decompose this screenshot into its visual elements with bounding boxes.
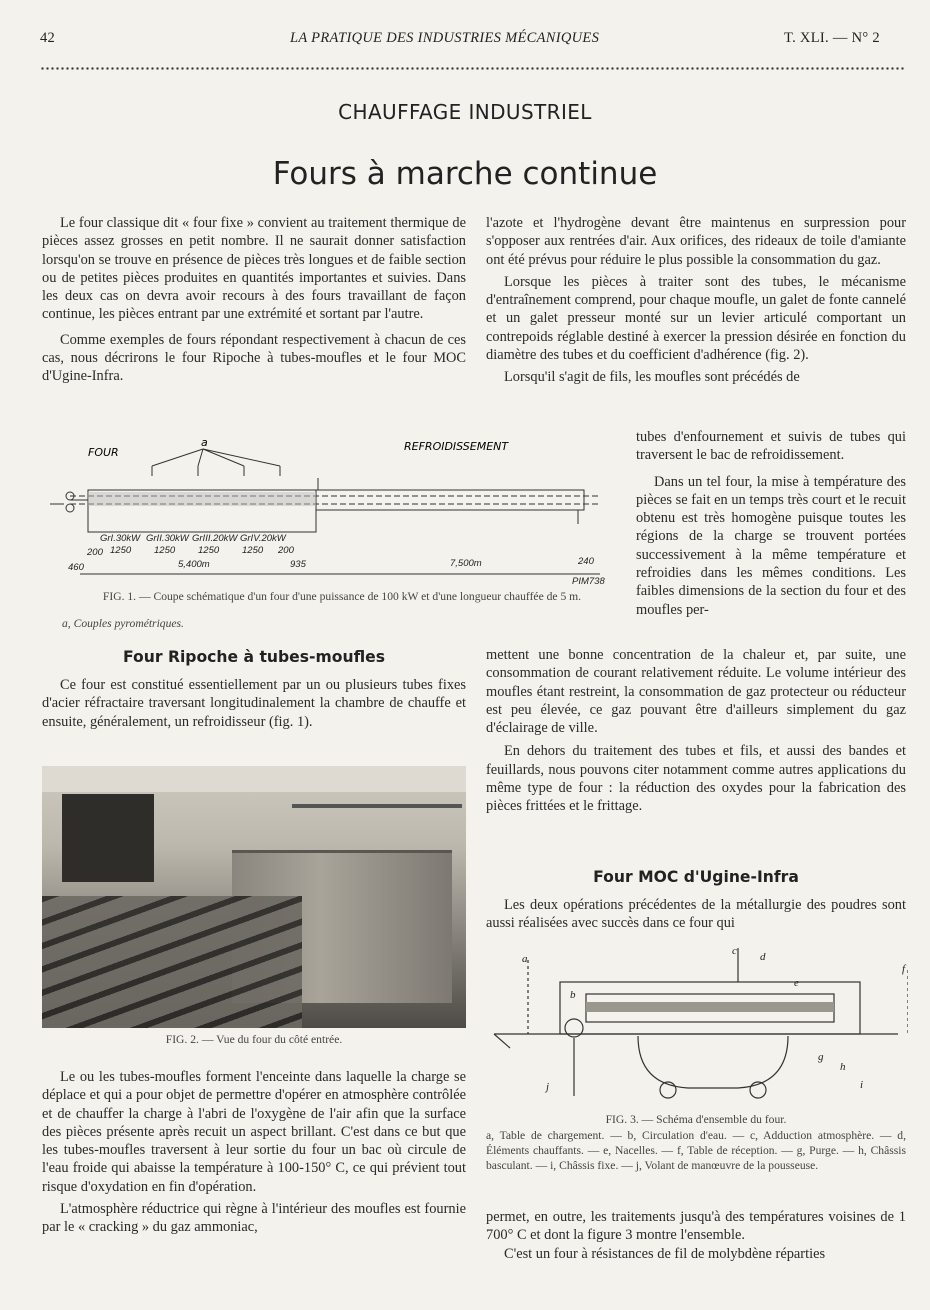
figure-3-legend: a, Table de chargement. — b, Circulation d'eau. — c, Adduction atmosphère. — d, Éléments chauffants. — e, Nacelles. — f, Table de réception. — g, Purge. — h, Châssis basculant. — i, Châssis fixe. — j, Volant de manœuvre de la pousseuse. bbox=[486, 1129, 906, 1172]
right-top-text bbox=[486, 214, 906, 387]
right-wrap-text bbox=[636, 428, 906, 619]
figure-1-legend: a, Couples pyrométriques. bbox=[62, 617, 184, 630]
paragraph: En dehors du traitement des tubes et fils, et aussi des bandes et feuillards, nous pouvons citer notamment comme autres applications du même type de four : la réduction des oxydes pour la fabrication des pièces frittées et le frittage. bbox=[486, 743, 906, 815]
fig3-letter: h bbox=[840, 1061, 846, 1073]
article-title: Fours à marche continue bbox=[272, 156, 658, 192]
paragraph: Ce four est constitué essentiellement par un ou plusieurs tubes fixes d'acier réfractaire traversant longitudinalement la chambre de chauffe et ensuite, généralement, un refroidisseur (fig. 1). bbox=[42, 677, 466, 730]
fig3-letter: a bbox=[522, 953, 528, 965]
paragraph: Comme exemples de fours répondant respectivement à chacun de ces cas, nous décrirons le four Ripoche à tubes-moufles et le four MOC d'Ugine-Infra. bbox=[42, 331, 466, 385]
figure-3-diagram bbox=[488, 940, 908, 1108]
figure-3-caption: FIG. 3. — Schéma d'ensemble du four. bbox=[605, 1113, 787, 1126]
fig3-letter: j bbox=[546, 1081, 550, 1093]
intro-text bbox=[42, 214, 466, 386]
header-divider bbox=[40, 66, 906, 71]
figure-1-diagram bbox=[40, 434, 615, 602]
dimension: 200 bbox=[87, 547, 103, 558]
paragraph: l'azote et l'hydrogène devant être maintenus en surpression pour s'opposer aux rentrées d'air. Aux orifices, des rideaux de toile d'amiante ont été prévus pour réduire le plus possible la consommation du gaz. bbox=[486, 215, 906, 268]
fig3-letter: i bbox=[860, 1079, 864, 1091]
dimension: 1250 bbox=[198, 545, 220, 556]
label-a: a bbox=[201, 436, 208, 449]
figure-1-caption: FIG. 1. — Coupe schématique d'un four d'une puissance de 100 kW et d'une longueur chauffée de 5 m. bbox=[102, 590, 582, 603]
paragraph: mettent une bonne concentration de la chaleur et, par suite, une consommation de courant relativement réduite. Le volume intérieur des moufles étant restreint, la consommation de gaz protecteur ou réducteur est peu élevée, ce gaz pouvant être d'ailleurs simplement du gaz d'éclairage de ville. bbox=[486, 647, 906, 737]
dimension: 200 bbox=[278, 545, 294, 556]
dimension: 1250 bbox=[110, 545, 132, 556]
label-four: FOUR bbox=[88, 446, 119, 459]
fig3-letter: c bbox=[732, 945, 737, 957]
paragraph: Lorsque les pièces à traiter sont des tubes, le mécanisme d'entraînement comprend, pour chaque moufle, un galet de fonte cannelé et un galet presseur monté sur un levier articulé comportant un contrepoids réglable destiné à exercer la pression désirée en fonction du diamètre des tubes et du coefficient d'adhérence (fig. 2). bbox=[486, 273, 906, 364]
moc-intro bbox=[486, 896, 906, 933]
group-label: GrIII.20kW bbox=[192, 533, 238, 544]
journal-title: LA PRATIQUE DES INDUSTRIES MÉCANIQUES bbox=[290, 30, 600, 46]
paragraph: Dans un tel four, la mise à température des pièces se fait en un temps très court et le recuit obtenu est très homogène puisque toutes les régions de la charge se trouvent portées successivement à la même température et refroidies dans les mêmes conditions. Les faibles dimensions de la section du four et des moufles per- bbox=[636, 473, 906, 618]
paragraph: permet, en outre, les traitements jusqu'à des températures voisines de 1 700° C et dont la figure 3 montre l'ensemble. bbox=[486, 1209, 906, 1244]
issue-number: T. XLI. — N° 2 bbox=[784, 30, 880, 46]
paragraph: Lorsqu'il s'agit de fils, les moufles sont précédés de bbox=[504, 369, 800, 386]
group-label: GrI.30kW bbox=[100, 533, 141, 544]
ripoche-heading: Four Ripoche à tubes-moufles bbox=[122, 648, 385, 666]
paragraph: Le four classique dit « four fixe » convient au traitement thermique de pièces assez grosses en petit nombre. Il ne saurait donner satisfaction lorsqu'on se trouve en présence de pièces très longues et de faible section ou de petites pièces produites en quantités importantes et suivies. Dans les deux cas on devra avoir recours à des fours travaillant de façon continue, les pièces entrant par une extrémité et sortant par l'autre. bbox=[42, 215, 466, 323]
ripoche-intro bbox=[42, 676, 466, 731]
dimension: 1250 bbox=[154, 545, 176, 556]
figure-2-photo bbox=[42, 766, 466, 1028]
dimension: 5,400m bbox=[178, 559, 210, 570]
fig3-letter: f bbox=[902, 963, 906, 975]
fig3-letter: b bbox=[570, 989, 576, 1001]
paragraph: tubes d'enfournement et suivis de tubes qui traversent le bac de refroidissement. bbox=[636, 429, 906, 464]
fig3-letter: d bbox=[760, 951, 766, 963]
left-bottom-text bbox=[42, 1068, 466, 1237]
fig3-letter: e bbox=[794, 977, 799, 989]
label-refroidissement: REFROIDISSEMENT bbox=[404, 440, 509, 453]
dimension: 935 bbox=[290, 559, 306, 570]
paragraph: L'atmosphère réductrice qui règne à l'intérieur des moufles est fournie par le « cracking » du gaz ammoniac, bbox=[42, 1201, 466, 1236]
paragraph: C'est un four à résistances de fil de molybdène réparties bbox=[504, 1245, 826, 1262]
group-label: GrIV.20kW bbox=[240, 533, 286, 544]
dimension: 1250 bbox=[242, 545, 264, 556]
right-mid-text bbox=[486, 646, 906, 816]
dimension: 7,500m bbox=[450, 558, 482, 569]
paragraph: Le ou les tubes-moufles forment l'enceinte dans laquelle la charge se déplace et qui a pour objet de permettre d'opérer en atmosphère contrôlée et de chauffer la charge à l'abri de l'oxygène de l'air afin que la surface des pièces présente après recuit un aspect brillant. C'est dans ce but que les tubes-moufles traversent à leur sortie du four un bac où circule de l'eau froide qui abaisse la température à 100-150° C, ce qui prévient tout risque d'oxydation en fin d'opération. bbox=[42, 1069, 466, 1195]
fig3-letter: g bbox=[818, 1051, 824, 1063]
dimension: 460 bbox=[68, 562, 84, 573]
figure-ref: PIM738 bbox=[572, 576, 605, 587]
paragraph: Les deux opérations précédentes de la métallurgie des poudres sont aussi réalisées avec succès dans ce four qui bbox=[486, 897, 906, 932]
moc-heading: Four MOC d'Ugine-Infra bbox=[593, 868, 799, 886]
dimension: 240 bbox=[578, 556, 594, 567]
figure-2-caption: FIG. 2. — Vue du four du côté entrée. bbox=[165, 1033, 343, 1046]
section-title: CHAUFFAGE INDUSTRIEL bbox=[338, 100, 592, 124]
right-bottom-text bbox=[486, 1208, 906, 1263]
group-label: GrII.30kW bbox=[146, 533, 189, 544]
page-number: 42 bbox=[40, 30, 56, 46]
